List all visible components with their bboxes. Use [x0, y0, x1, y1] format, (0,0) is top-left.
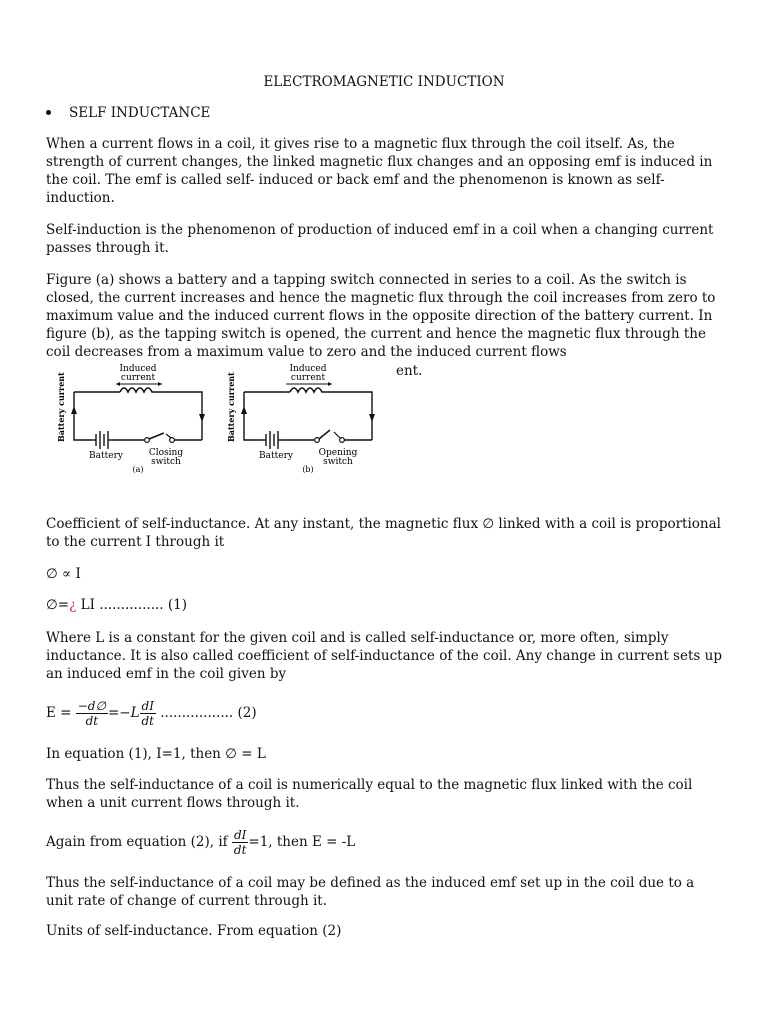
section-heading-text: SELF INDUCTANCE — [69, 105, 211, 121]
fraction-denominator: dt — [141, 714, 155, 728]
fraction-di-dt — [140, 699, 156, 728]
paragraph-intro: When a current flows in a coil, it gives rise to a magnetic flux through the coil itself. As, the strength of current changes, the linked magnetic flux changes and an opposing emf is induced in the coil. The emf is called self- induced or back emf and the phenomenon is known as self-induction. — [46, 136, 713, 206]
caption-b: (b) — [302, 465, 314, 474]
paragraph-definition-rate: Thus the self-inductance of a coil may be defined as the induced emf set up in the coil due to a unit rate of change of current through it. — [46, 875, 695, 909]
fraction-numerator: dI — [233, 828, 247, 842]
switch-label-b-1: Opening — [318, 448, 358, 458]
equation-2-prefix: E = — [46, 705, 76, 721]
fraction-di-dt — [232, 828, 248, 857]
induced-label-b-1: Induced — [289, 364, 327, 374]
paragraph-tail-text: ent. — [396, 363, 423, 379]
page-title: ELECTROMAGNETIC INDUCTION — [263, 74, 505, 90]
side-label-b: Battery current — [226, 372, 236, 442]
switch-label-b-2: switch — [323, 457, 353, 467]
fraction-numerator: dI — [141, 699, 154, 713]
equation-1-right: LI ............... (1) — [76, 597, 187, 613]
section-heading — [46, 105, 210, 121]
switch-label-a-1: Closing — [148, 448, 184, 458]
fraction-denominator: dt — [233, 843, 247, 857]
fraction-denominator: dt — [85, 714, 99, 728]
paragraph-figure-description: Figure (a) shows a battery and a tapping switch connected in series to a coil. As the switch is closed, the current increases and hence the magnetic flux through the coil increases from zero to maximum value and the induced current flows in the opposite direction of the battery current. In figure (b), as the tapping switch is opened, the current and hence the magnetic flux through the coil decreases from a maximum value to zero and the induced current flows — [46, 272, 716, 360]
fraction-numerator: −d∅ — [77, 699, 106, 713]
battery-label-a: Battery — [89, 451, 123, 461]
battery-label-b: Battery — [259, 451, 293, 461]
equation-2-mid: =−L — [107, 705, 140, 721]
equation-proportional: ∅ ∝ I — [46, 566, 81, 582]
equation-2 — [46, 695, 722, 731]
equation-2-suffix: ................. (2) — [155, 705, 257, 721]
equation-1-mark: ¿ — [69, 597, 77, 613]
paragraph-equation-2-case — [46, 824, 722, 860]
side-label-a: Battery current — [56, 372, 66, 442]
paragraph-inductance: Where L is a constant for the given coil and is called self-inductance or, more often, simply inductance. It is also called coefficient of self-inductance of the coil. Any change in current sets up an induced emf in the coil given by — [46, 630, 722, 682]
paragraph-coefficient: Coefficient of self-inductance. At any instant, the magnetic flux ∅ linked with a coil is proportional to the current I through it — [46, 516, 721, 550]
induced-label-b-2: current — [290, 373, 326, 383]
paragraph-equation-1-case: In equation (1), I=1, then ∅ = L — [46, 746, 266, 762]
fraction-dphi-dt — [76, 699, 108, 728]
equation-1 — [46, 596, 722, 614]
p8-suffix: =1, then E = -L — [248, 834, 356, 850]
induced-label-a-2: current — [120, 373, 156, 383]
p8-prefix: Again from equation (2), if — [46, 834, 232, 850]
paragraph-numerical-equality: Thus the self-inductance of a coil is numerically equal to the magnetic flux linked with the coil when a unit current flows through it. — [46, 777, 693, 811]
circuit-b — [226, 364, 375, 474]
circuit-figure — [46, 362, 406, 478]
circuit-a — [56, 364, 205, 474]
equation-1-left: ∅= — [46, 597, 70, 613]
paragraph-definition: Self-induction is the phenomenon of production of induced emf in a coil when a changing current passes through it. — [46, 222, 714, 256]
paragraph-units: Units of self-inductance. From equation (2) — [46, 923, 342, 939]
induced-label-a-1: Induced — [119, 364, 157, 374]
switch-label-a-2: switch — [151, 457, 181, 467]
caption-a: (a) — [132, 465, 144, 474]
bullet-icon — [46, 110, 51, 115]
